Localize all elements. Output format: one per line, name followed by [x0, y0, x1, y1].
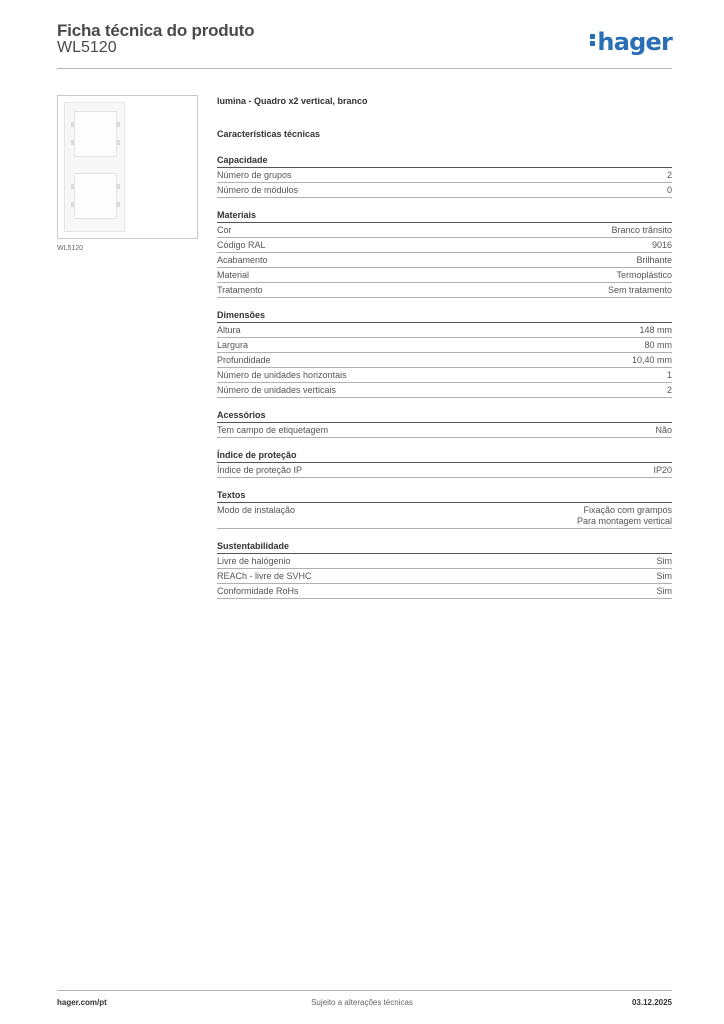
spec-value	[644, 340, 672, 351]
footer-divider	[57, 990, 672, 991]
spec-label: Conformidade RoHs	[217, 586, 299, 596]
spec-label: Modo de instalação	[217, 505, 296, 515]
spec-row	[217, 283, 672, 298]
spec-label: Número de grupos	[217, 170, 292, 180]
spec-value-line: 9016	[651, 240, 672, 250]
spec-value	[639, 325, 672, 336]
spec-row	[217, 423, 672, 438]
image-caption: WL5120	[57, 245, 84, 252]
spec-value	[667, 370, 672, 381]
spec-value	[667, 185, 672, 196]
section-title: Acessórios	[217, 410, 672, 423]
spec-row	[217, 383, 672, 398]
spec-label: Número de unidades horizontais	[217, 370, 347, 380]
spec-label: Tem campo de etiquetagem	[217, 425, 329, 435]
spec-section	[217, 410, 672, 438]
frame-shape	[64, 102, 125, 232]
spec-value	[653, 465, 672, 476]
tech-characteristics-title: Características técnicas	[217, 129, 321, 139]
spec-row	[217, 338, 672, 353]
spec-section	[217, 210, 672, 298]
page-title: Ficha técnica do produto	[57, 21, 255, 40]
logo-dots-icon	[590, 32, 595, 48]
spec-row	[217, 238, 672, 253]
logo-text: hager	[597, 28, 672, 56]
spec-value-line: Termoplástico	[616, 270, 672, 280]
spec-label: Material	[217, 270, 250, 280]
spec-label: Cor	[217, 225, 232, 235]
spec-label: REACh - livre de SVHC	[217, 571, 312, 581]
spec-value	[667, 170, 672, 181]
product-image	[57, 95, 198, 239]
spec-label: Largura	[217, 340, 249, 350]
header-divider	[57, 68, 672, 69]
spec-value-line: 2	[666, 385, 672, 395]
spec-row	[217, 353, 672, 368]
spec-value	[667, 385, 672, 396]
spec-value-line: Branco trânsito	[611, 225, 672, 235]
spec-row	[217, 323, 672, 338]
spec-content	[217, 96, 672, 611]
spec-value-line: 148 mm	[639, 325, 672, 335]
spec-row	[217, 168, 672, 183]
section-title: Materiais	[217, 210, 672, 223]
spec-label: Número de módulos	[217, 185, 299, 195]
section-title: Índice de proteção	[217, 450, 672, 463]
spec-label: Tratamento	[217, 285, 263, 295]
spec-value-line: Sim	[656, 586, 672, 596]
spec-value-line: 10,40 mm	[631, 355, 672, 365]
footer-date: 03.12.2025	[631, 998, 672, 1007]
spec-row	[217, 554, 672, 569]
spec-value-line: 2	[666, 170, 672, 180]
footer-website[interactable]: hager.com/pt	[57, 998, 107, 1007]
spec-section	[217, 541, 672, 599]
spec-value-line: Fixação com grampos	[583, 505, 672, 515]
spec-value	[657, 571, 673, 582]
spec-label: Número de unidades verticais	[217, 385, 337, 395]
spec-value-line: 80 mm	[644, 340, 672, 350]
spec-row	[217, 503, 672, 529]
spec-value	[657, 586, 673, 597]
spec-value-line: Para montagem vertical	[576, 516, 672, 526]
spec-row	[217, 368, 672, 383]
spec-section	[217, 155, 672, 198]
product-name: lumina - Quadro x2 vertical, branco	[217, 96, 368, 106]
spec-value	[652, 240, 672, 251]
spec-sections	[217, 155, 672, 599]
frame-opening-bottom	[74, 173, 117, 219]
spec-label: Acabamento	[217, 255, 268, 265]
spec-label: Livre de halógenio	[217, 556, 291, 566]
spec-value	[655, 425, 672, 436]
spec-section	[217, 310, 672, 398]
spec-label: Índice de proteção IP	[217, 465, 303, 475]
spec-value	[657, 556, 673, 567]
section-title: Textos	[217, 490, 672, 503]
frame-opening-top	[74, 111, 117, 157]
spec-section	[217, 450, 672, 478]
spec-label: Profundidade	[217, 355, 271, 365]
spec-value-line: Sim	[656, 556, 672, 566]
spec-label: Código RAL	[217, 240, 266, 250]
spec-value	[636, 255, 672, 266]
product-code: WL5120	[57, 39, 117, 56]
spec-row	[217, 253, 672, 268]
spec-value	[632, 355, 672, 366]
spec-row	[217, 584, 672, 599]
footer-disclaimer: Sujeito a alterações técnicas	[311, 998, 413, 1007]
section-title: Capacidade	[217, 155, 672, 168]
spec-row	[217, 223, 672, 238]
spec-section	[217, 490, 672, 529]
spec-value-line: Não	[655, 425, 672, 435]
spec-value-line: Brilhante	[636, 255, 672, 265]
spec-value	[616, 270, 672, 281]
spec-label: Altura	[217, 325, 241, 335]
spec-value	[608, 285, 672, 296]
section-title: Sustentabilidade	[217, 541, 672, 554]
spec-value-line: 0	[666, 185, 672, 195]
spec-value-line: 1	[666, 370, 672, 380]
spec-value	[577, 505, 672, 527]
spec-row	[217, 569, 672, 584]
spec-value-line: Sim	[656, 571, 672, 581]
spec-row	[217, 183, 672, 198]
spec-value-line: IP20	[653, 465, 672, 475]
spec-row	[217, 268, 672, 283]
spec-value-line: Sem tratamento	[607, 285, 672, 295]
spec-row	[217, 463, 672, 478]
section-title: Dimensões	[217, 310, 672, 323]
spec-value	[611, 225, 672, 236]
hager-logo[interactable]	[590, 28, 672, 56]
